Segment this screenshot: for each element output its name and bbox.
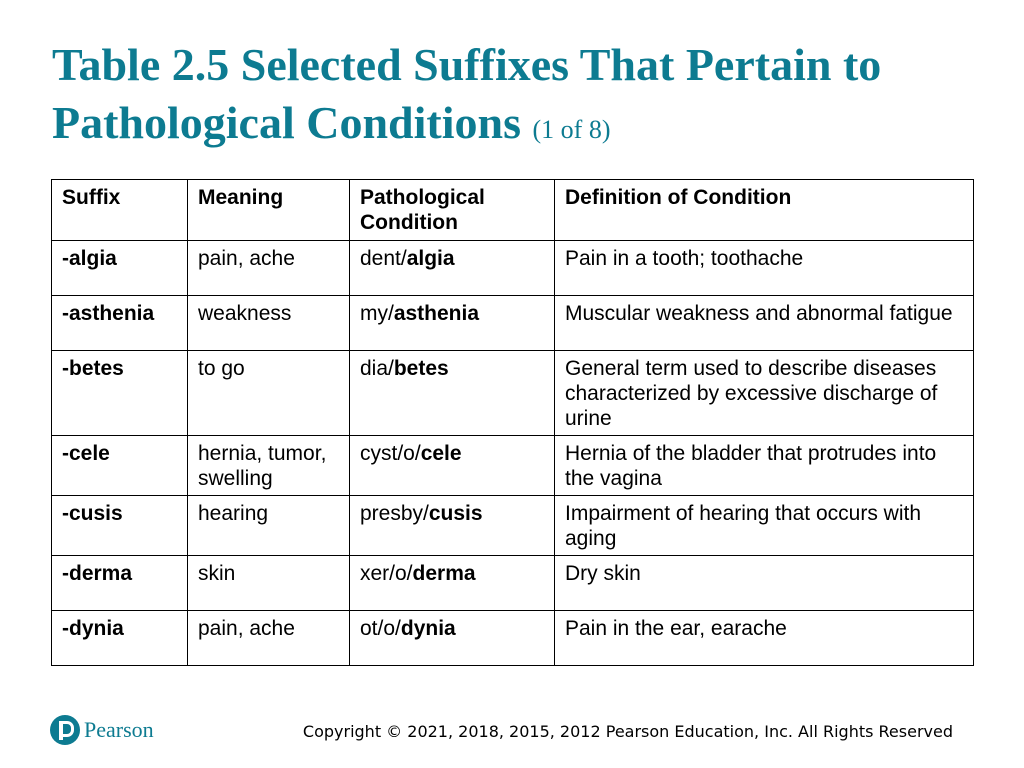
- page-title: [52, 36, 992, 159]
- column-header-condition: Pathological Condition: [350, 180, 555, 241]
- condition-root: xer/o/: [360, 562, 413, 585]
- meaning-cell: hernia, tumor, swelling: [188, 436, 350, 496]
- meaning-cell: weakness: [188, 296, 350, 351]
- definition-cell: Impairment of hearing that occurs with aging: [555, 496, 974, 556]
- meaning-cell: to go: [188, 351, 350, 436]
- table-row: [52, 556, 974, 611]
- table-row: [52, 351, 974, 436]
- column-header-definition: Definition of Condition: [555, 180, 974, 241]
- condition-suffix: cele: [420, 442, 462, 465]
- condition-root: ot/o/: [360, 617, 401, 640]
- suffix-cell: -dynia: [52, 611, 188, 666]
- condition-cell: [350, 436, 555, 496]
- table-row: [52, 496, 974, 556]
- table-row: [52, 611, 974, 666]
- condition-cell: [350, 556, 555, 611]
- column-header-meaning: Meaning: [188, 180, 350, 241]
- condition-suffix: algia: [406, 247, 455, 270]
- copyright-notice: Copyright © 2021, 2018, 2015, 2012 Pearson Education, Inc. All Rights Reserved: [302, 722, 953, 741]
- condition-cell: [350, 611, 555, 666]
- condition-root: dent/: [360, 247, 407, 270]
- table-row: [52, 241, 974, 296]
- condition-suffix: betes: [393, 357, 449, 380]
- suffix-cell: -asthenia: [52, 296, 188, 351]
- condition-cell: [350, 496, 555, 556]
- condition-cell: [350, 351, 555, 436]
- suffix-table: [51, 179, 974, 666]
- meaning-cell: pain, ache: [188, 241, 350, 296]
- suffix-cell: -betes: [52, 351, 188, 436]
- condition-root: presby/: [360, 502, 429, 525]
- table-row: [52, 436, 974, 496]
- title-page-indicator: (1 of 8): [532, 115, 611, 144]
- condition-suffix: derma: [412, 562, 476, 585]
- condition-root: cyst/o/: [360, 442, 421, 465]
- suffix-cell: -algia: [52, 241, 188, 296]
- definition-cell: Muscular weakness and abnormal fatigue: [555, 296, 974, 351]
- suffix-cell: -cele: [52, 436, 188, 496]
- definition-cell: Pain in the ear, earache: [555, 611, 974, 666]
- condition-root: my/: [360, 302, 394, 325]
- table-row: [52, 296, 974, 351]
- pearson-logo-text: Pearson: [84, 717, 154, 742]
- condition-suffix: asthenia: [393, 302, 480, 325]
- definition-cell: Dry skin: [555, 556, 974, 611]
- suffix-cell: -derma: [52, 556, 188, 611]
- definition-cell: Pain in a tooth; toothache: [555, 241, 974, 296]
- pearson-logo: [50, 712, 154, 748]
- condition-suffix: dynia: [400, 617, 456, 640]
- definition-cell: General term used to describe diseases characterized by excessive discharge of urine: [555, 351, 974, 436]
- meaning-cell: hearing: [188, 496, 350, 556]
- meaning-cell: pain, ache: [188, 611, 350, 666]
- definition-cell: Hernia of the bladder that protrudes into the vagina: [555, 436, 974, 496]
- title-main: Table 2.5 Selected Suffixes That Pertain to Pathological Conditions: [52, 39, 882, 148]
- column-header-suffix: Suffix: [52, 180, 188, 241]
- condition-suffix: cusis: [428, 502, 483, 525]
- table-header-row: [52, 180, 974, 241]
- meaning-cell: skin: [188, 556, 350, 611]
- condition-cell: [350, 241, 555, 296]
- condition-cell: [350, 296, 555, 351]
- suffix-cell: -cusis: [52, 496, 188, 556]
- pearson-p-logo-icon: [50, 715, 80, 745]
- condition-root: dia/: [360, 357, 394, 380]
